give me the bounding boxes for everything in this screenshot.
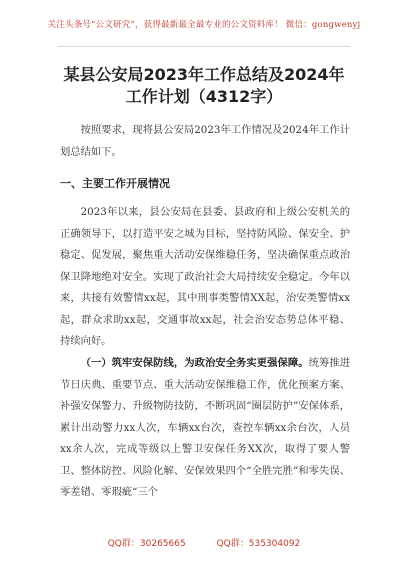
document-title: 某县公安局2023年工作总结及2024年工作计划（4312字） <box>63 65 345 106</box>
paragraph-lead: （一）筑牢安保防线，为政治安全务实更强保障。 <box>80 357 309 369</box>
intro-paragraph: 按照要求，现将县公安局2023年工作情况及2024年工作计划总结如下。 <box>60 124 350 158</box>
paragraph-overview: 2023年以来，县公安局在县委、县政府和上级公安机关的正确领导下，以打造平安之城为目标，坚持防风险、保安全、护稳定、促发展，聚焦重大活动安保维稳任务，坚决确保重点政治保卫降地绝对安全。实现了政治社会大局持续安全稳定。今年以来，共接有效警情xx起，其中刑事类警情XX起，治安类警情xx起，群众求助xx起，交通事故xx起，社会治安态势总体平稳、持续向好。 <box>60 206 350 347</box>
qq-group-1: QQ群：30265665 <box>107 539 186 549</box>
header-divider <box>58 46 350 47</box>
section-heading: 一、主要工作开展情况 <box>60 177 170 190</box>
paragraph-body: 统筹推进节日庆典、重要节点、重大活动安保维稳工作，优化预案方案、补强安保警力、升级物防技防，不断巩固“圈层防护”安保体系，累计出动警力xx人次，车辆xx台次，查控车辆xx余台次，人员xx余人次，完成等级以上警卫安保任务XX次，取得了要人警卫、整体防控、风险化解、安保效果四个“全胜完胜”和零失误、零差错、零瑕疵“三个 <box>60 357 350 498</box>
qq-group-2: QQ群：535304092 <box>216 539 301 549</box>
footer-contacts <box>0 536 408 549</box>
promo-header: 关注头条号“公文研究”，获得最新最全最专业的公文资料库！ 微信：gongwenyj <box>47 20 361 30</box>
paragraph-security <box>60 353 350 504</box>
